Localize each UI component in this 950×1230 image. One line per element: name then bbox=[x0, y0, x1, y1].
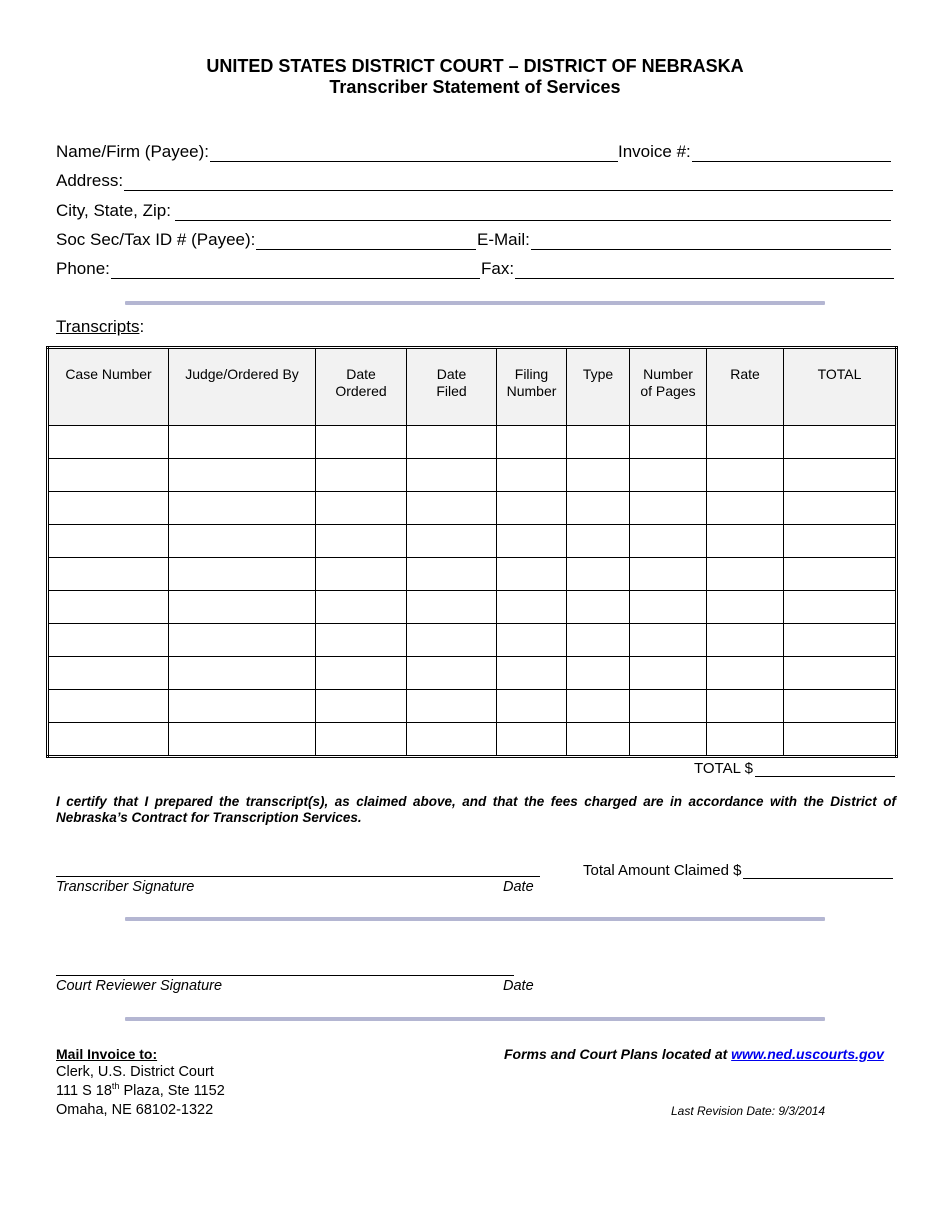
fax-label: Fax: bbox=[481, 259, 515, 278]
table-cell[interactable] bbox=[497, 657, 567, 690]
table-cell[interactable] bbox=[169, 558, 316, 591]
table-cell[interactable] bbox=[48, 492, 169, 525]
table-cell[interactable] bbox=[784, 558, 897, 591]
total-field[interactable] bbox=[694, 760, 895, 777]
phone-input[interactable] bbox=[111, 260, 480, 279]
table-cell[interactable] bbox=[707, 558, 784, 591]
payee-name-input[interactable] bbox=[210, 143, 618, 162]
fax-field[interactable] bbox=[481, 255, 894, 279]
column-header: TOTAL bbox=[784, 348, 897, 426]
table-cell[interactable] bbox=[169, 525, 316, 558]
column-header: Case Number bbox=[48, 348, 169, 426]
separator-bar bbox=[125, 917, 825, 921]
city-state-zip-input[interactable] bbox=[175, 202, 891, 221]
table-cell[interactable] bbox=[48, 657, 169, 690]
table-cell[interactable] bbox=[630, 426, 707, 459]
table-cell[interactable] bbox=[169, 624, 316, 657]
table-cell[interactable] bbox=[316, 525, 407, 558]
table-cell[interactable] bbox=[407, 459, 497, 492]
table-cell[interactable] bbox=[407, 591, 497, 624]
mail-invoice-heading: Mail Invoice to: bbox=[56, 1046, 158, 1062]
table-cell[interactable] bbox=[497, 624, 567, 657]
separator-bar bbox=[125, 1017, 825, 1021]
table-cell[interactable] bbox=[497, 492, 567, 525]
payee-name-label: Name/Firm (Payee): bbox=[56, 142, 210, 161]
column-header: Filing Number bbox=[497, 348, 567, 426]
table-cell[interactable] bbox=[48, 558, 169, 591]
table-row bbox=[48, 657, 897, 690]
table-cell[interactable] bbox=[707, 690, 784, 723]
table-cell[interactable] bbox=[567, 657, 630, 690]
table-row bbox=[48, 591, 897, 624]
table-cell[interactable] bbox=[707, 492, 784, 525]
table-cell[interactable] bbox=[567, 426, 630, 459]
table-cell[interactable] bbox=[707, 723, 784, 757]
total-amount-claimed-input[interactable] bbox=[743, 864, 893, 879]
address-label: Address: bbox=[56, 171, 124, 190]
table-cell[interactable] bbox=[169, 723, 316, 757]
email-input[interactable] bbox=[531, 231, 891, 250]
table-cell[interactable] bbox=[48, 690, 169, 723]
table-cell[interactable] bbox=[784, 459, 897, 492]
table-cell[interactable] bbox=[630, 624, 707, 657]
table-cell[interactable] bbox=[784, 525, 897, 558]
table-cell[interactable] bbox=[567, 591, 630, 624]
forms-notice: Forms and Court Plans located at www.ned.uscourts.gov bbox=[504, 1046, 884, 1062]
table-cell[interactable] bbox=[48, 426, 169, 459]
table-cell[interactable] bbox=[630, 591, 707, 624]
table-cell[interactable] bbox=[497, 558, 567, 591]
table-row bbox=[48, 459, 897, 492]
court-website-link[interactable]: www.ned.uscourts.gov bbox=[731, 1046, 884, 1062]
table-cell[interactable] bbox=[316, 690, 407, 723]
tax-id-field[interactable] bbox=[56, 226, 476, 250]
table-cell[interactable] bbox=[316, 624, 407, 657]
table-cell[interactable] bbox=[497, 723, 567, 757]
table-row bbox=[48, 426, 897, 459]
column-header: Type bbox=[567, 348, 630, 426]
column-header: Number of Pages bbox=[630, 348, 707, 426]
mail-address-line2: 111 S 18th Plaza, Ste 1152 bbox=[56, 1081, 225, 1099]
table-cell[interactable] bbox=[497, 591, 567, 624]
separator-bar bbox=[125, 301, 825, 305]
table-cell[interactable] bbox=[630, 459, 707, 492]
address-field[interactable] bbox=[56, 167, 893, 191]
table-cell[interactable] bbox=[707, 591, 784, 624]
table-cell[interactable] bbox=[784, 723, 897, 757]
table-cell[interactable] bbox=[497, 525, 567, 558]
table-cell[interactable] bbox=[567, 459, 630, 492]
revision-date: Last Revision Date: 9/3/2014 bbox=[671, 1104, 826, 1118]
table-row bbox=[48, 624, 897, 657]
payee-name-field[interactable] bbox=[56, 138, 618, 162]
fax-input[interactable] bbox=[515, 260, 894, 279]
table-cell[interactable] bbox=[316, 492, 407, 525]
transcripts-table bbox=[46, 346, 898, 758]
table-cell[interactable] bbox=[784, 492, 897, 525]
table-cell[interactable] bbox=[567, 558, 630, 591]
transcripts-heading: Transcripts: bbox=[56, 317, 145, 336]
mail-address-line1: Clerk, U.S. District Court bbox=[56, 1064, 214, 1080]
table-cell[interactable] bbox=[784, 657, 897, 690]
table-cell[interactable] bbox=[707, 657, 784, 690]
table-cell[interactable] bbox=[784, 426, 897, 459]
table-cell[interactable] bbox=[48, 624, 169, 657]
total-input[interactable] bbox=[755, 762, 895, 777]
table-cell[interactable] bbox=[630, 525, 707, 558]
table-cell[interactable] bbox=[567, 690, 630, 723]
table-cell[interactable] bbox=[316, 426, 407, 459]
table-cell[interactable] bbox=[630, 657, 707, 690]
table-cell[interactable] bbox=[567, 624, 630, 657]
column-header: Rate bbox=[707, 348, 784, 426]
invoice-label: Invoice #: bbox=[618, 142, 691, 161]
table-cell[interactable] bbox=[630, 492, 707, 525]
table-cell[interactable] bbox=[784, 690, 897, 723]
table-cell[interactable] bbox=[707, 624, 784, 657]
table-cell[interactable] bbox=[169, 657, 316, 690]
table-cell[interactable] bbox=[407, 558, 497, 591]
phone-field[interactable] bbox=[56, 255, 480, 279]
table-cell[interactable] bbox=[630, 723, 707, 757]
table-cell[interactable] bbox=[407, 723, 497, 757]
table-cell[interactable] bbox=[630, 690, 707, 723]
reviewer-date-label: Date bbox=[503, 978, 534, 994]
table-cell[interactable] bbox=[707, 459, 784, 492]
email-field[interactable] bbox=[477, 226, 891, 250]
transcriber-signature-label: Transcriber Signature bbox=[56, 879, 195, 895]
address-input[interactable] bbox=[124, 172, 893, 191]
column-header: Date Ordered bbox=[316, 348, 407, 426]
table-cell[interactable] bbox=[48, 525, 169, 558]
table-cell[interactable] bbox=[784, 624, 897, 657]
table-cell[interactable] bbox=[316, 723, 407, 757]
invoice-field[interactable] bbox=[618, 138, 891, 162]
table-row bbox=[48, 558, 897, 591]
table-cell[interactable] bbox=[407, 492, 497, 525]
mail-address-line3: Omaha, NE 68102-1322 bbox=[56, 1102, 214, 1118]
table-cell[interactable] bbox=[48, 591, 169, 624]
table-cell[interactable] bbox=[567, 525, 630, 558]
table-row bbox=[48, 723, 897, 757]
table-cell[interactable] bbox=[407, 525, 497, 558]
total-amount-claimed-field[interactable] bbox=[583, 862, 893, 879]
column-header: Judge/Ordered By bbox=[169, 348, 316, 426]
table-cell[interactable] bbox=[407, 690, 497, 723]
court-title: UNITED STATES DISTRICT COURT – DISTRICT OF NEBRASKA bbox=[206, 56, 744, 76]
transcriber-signature-line[interactable] bbox=[56, 876, 540, 877]
city-state-zip-field[interactable] bbox=[56, 197, 891, 221]
table-cell[interactable] bbox=[316, 459, 407, 492]
certification-statement: I certify that I prepared the transcript(s), as claimed above, and that the fees charged are in accordance with the District of Nebraska’s Contract for Transcription Services. bbox=[56, 794, 896, 825]
table-row bbox=[48, 690, 897, 723]
table-cell[interactable] bbox=[169, 492, 316, 525]
table-row bbox=[48, 492, 897, 525]
table-cell[interactable] bbox=[497, 459, 567, 492]
phone-label: Phone: bbox=[56, 259, 110, 278]
column-header: Date Filed bbox=[407, 348, 497, 426]
table-cell[interactable] bbox=[169, 459, 316, 492]
table-header-row bbox=[48, 348, 897, 426]
tax-id-input[interactable] bbox=[256, 231, 476, 250]
reviewer-signature-label: Court Reviewer Signature bbox=[56, 978, 223, 994]
table-cell[interactable] bbox=[169, 690, 316, 723]
transcriber-date-label: Date bbox=[503, 879, 534, 895]
table-cell[interactable] bbox=[169, 591, 316, 624]
table-cell[interactable] bbox=[567, 492, 630, 525]
table-cell[interactable] bbox=[316, 591, 407, 624]
table-cell[interactable] bbox=[784, 591, 897, 624]
table-cell[interactable] bbox=[407, 657, 497, 690]
city-state-zip-label: City, State, Zip: bbox=[56, 201, 171, 220]
reviewer-signature-line[interactable] bbox=[56, 975, 514, 976]
table-cell[interactable] bbox=[407, 426, 497, 459]
table-cell[interactable] bbox=[630, 558, 707, 591]
table-cell[interactable] bbox=[169, 426, 316, 459]
table-cell[interactable] bbox=[567, 723, 630, 757]
form-title: Transcriber Statement of Services bbox=[329, 77, 621, 97]
table-cell[interactable] bbox=[707, 525, 784, 558]
table-cell[interactable] bbox=[497, 426, 567, 459]
table-row bbox=[48, 525, 897, 558]
table-cell[interactable] bbox=[707, 426, 784, 459]
table-cell[interactable] bbox=[48, 723, 169, 757]
table-cell[interactable] bbox=[407, 624, 497, 657]
total-amount-claimed-label: Total Amount Claimed $ bbox=[583, 862, 742, 879]
table-cell[interactable] bbox=[316, 657, 407, 690]
invoice-input[interactable] bbox=[692, 143, 891, 162]
table-cell[interactable] bbox=[48, 459, 169, 492]
table-cell[interactable] bbox=[316, 558, 407, 591]
tax-id-label: Soc Sec/Tax ID # (Payee): bbox=[56, 230, 256, 249]
total-label: TOTAL $ bbox=[694, 760, 753, 777]
email-label: E-Mail: bbox=[477, 230, 530, 249]
table-cell[interactable] bbox=[497, 690, 567, 723]
